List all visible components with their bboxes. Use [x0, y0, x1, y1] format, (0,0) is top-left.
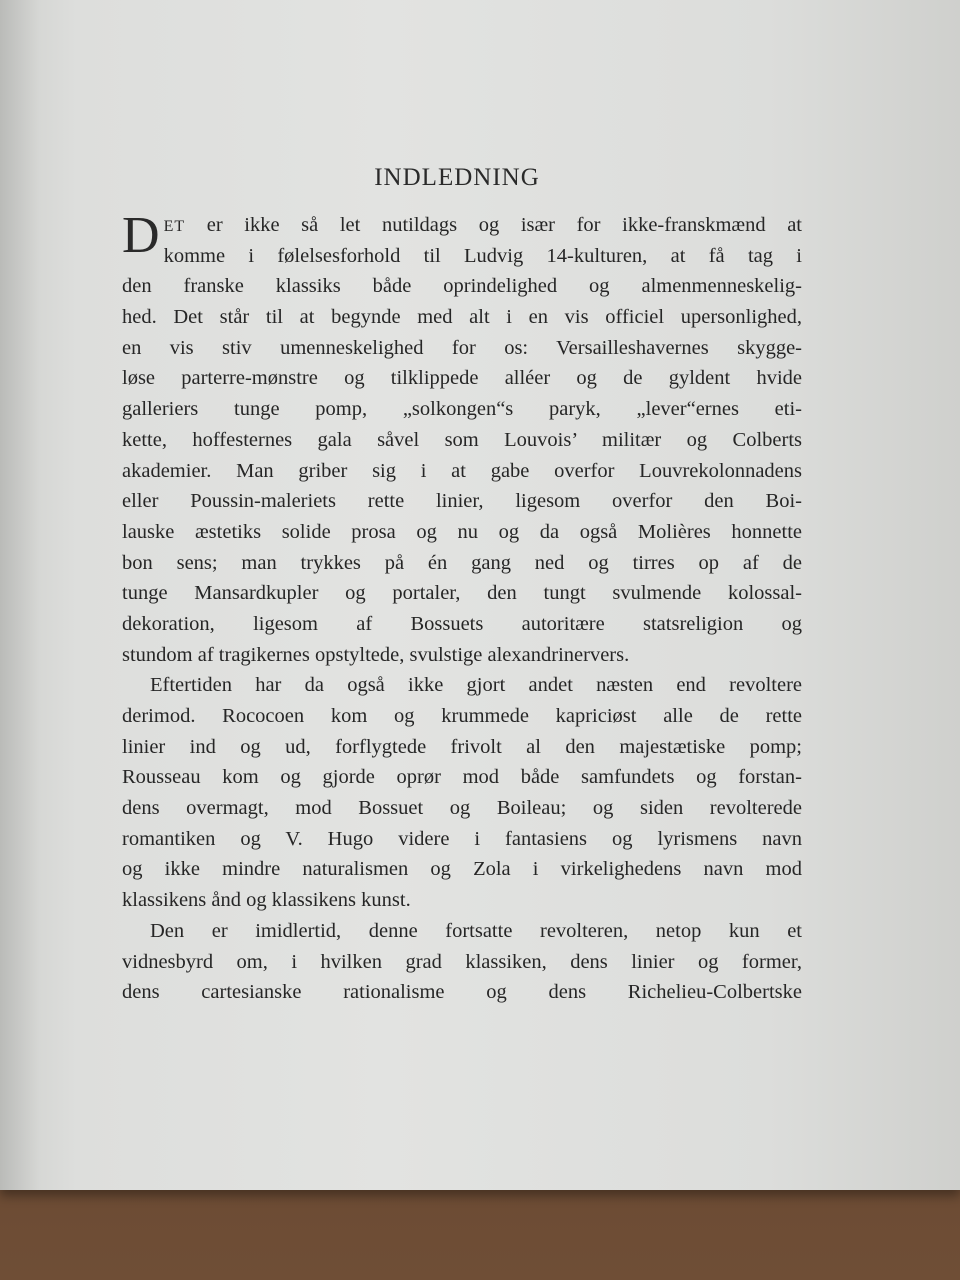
text-line: romantiken og V. Hugo videre i fantasiens og lyrismens navn — [122, 827, 802, 850]
text-line: lauske æstetiks solide prosa og nu og da også Molières honnette — [122, 520, 802, 543]
text-line: stundom af tragikernes opstyltede, svulstige alexandrinervers. — [122, 643, 630, 666]
text-line: dens overmagt, mod Bossuet og Boileau; og siden revolterede — [122, 797, 802, 820]
text-line — [122, 210, 802, 241]
text-line: og ikke mindre naturalismen og Zola i virkelighedens navn mod — [122, 858, 802, 881]
drop-cap: D — [122, 207, 160, 264]
text-line: eller Poussin-maleriets rette linier, ligesom overfor den Boi- — [122, 490, 802, 513]
text-line: en vis stiv umenneskelighed for os: Versailleshavernes skygge- — [122, 336, 802, 359]
text-line: hed. Det står til at begynde med alt i en vis officiel upersonlighed, — [122, 306, 802, 329]
text-line: dekoration, ligesom af Bossuets autoritære statsreligion og — [122, 612, 802, 635]
text-line: linier ind og ud, forflygtede frivolt al den majestætiske pomp; — [122, 735, 802, 758]
text-line: bon sens; man trykkes på én gang ned og tirres op af de — [122, 551, 802, 574]
chapter-heading: INDLEDNING — [374, 164, 540, 191]
text-line: Den er imidlertid, denne fortsatte revolteren, netop kun et — [150, 919, 802, 942]
text-line: akademier. Man griber sig i at gabe overfor Louvrekolonnadens — [122, 459, 802, 482]
text-line: komme i følelsesforhold til Ludvig 14-kulturen, at få tag i — [163, 244, 802, 267]
text-line: Eftertiden har da også ikke gjort andet næsten end revoltere — [150, 674, 802, 697]
text-line: klassikens ånd og klassikens kunst. — [122, 889, 411, 912]
text-line: tunge Mansardkupler og portaler, den tungt svulmende kolossal- — [122, 582, 802, 605]
text-line: vidnesbyrd om, i hvilken grad klassiken, dens linier og former, — [122, 950, 802, 973]
text-line: løse parterre-mønstre og tilklippede alléer og de gyldent hvide — [122, 367, 802, 390]
body-text — [122, 207, 802, 1008]
text-line: derimod. Rococoen kom og krummede kapriciøst alle de rette — [122, 705, 802, 727]
small-caps-opening: ET — [163, 218, 186, 235]
text-line: galleriers tunge pomp, „solkongen“s paryk, „lever“ernes eti- — [122, 398, 802, 421]
text-line: Rousseau kom og gjorde oprør mod både samfundets og forstan- — [122, 766, 802, 789]
text-line-content: er ikke så let nutildags og især for ikke-franskmænd at — [185, 214, 802, 236]
text-line: kette, hoffesternes gala såvel som Louvois’ militær og Colberts — [122, 428, 802, 451]
text-line: den franske klassiks både oprindelighed og almenmenneskelig- — [122, 275, 802, 298]
text-line: dens cartesianske rationalisme og dens Richelieu-Colbertske — [122, 981, 802, 1004]
